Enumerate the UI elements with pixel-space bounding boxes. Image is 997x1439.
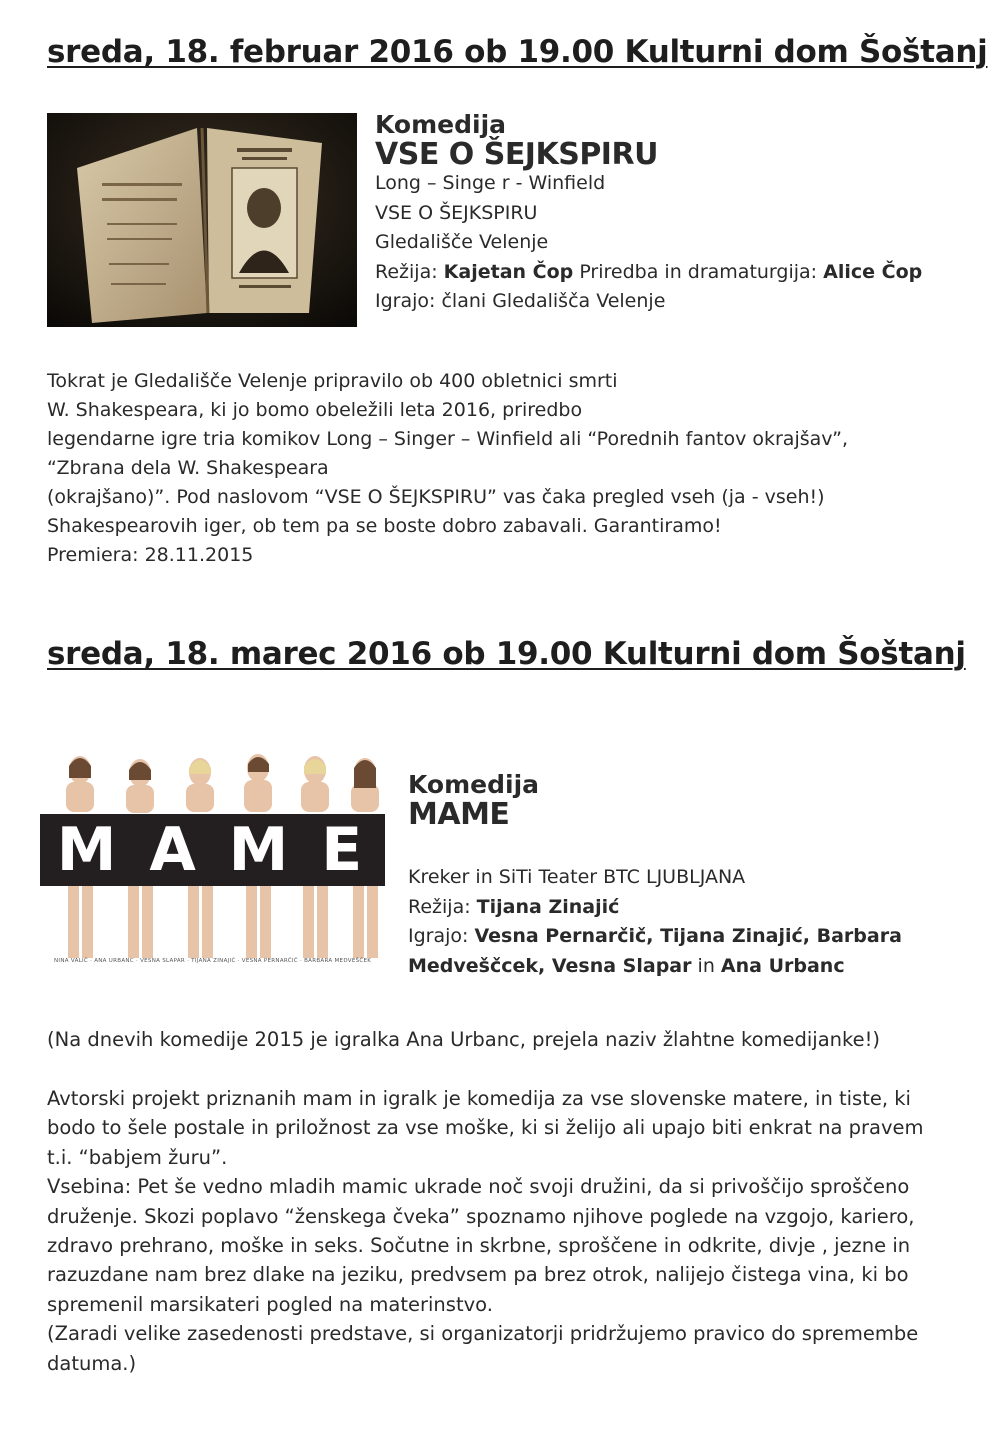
event2-desc-line: t.i. “babjem žuru”.	[47, 1145, 228, 1169]
dramaturg-name: Alice Čop	[823, 260, 923, 283]
event2-title: MAME	[408, 796, 510, 832]
cast-names: Ana Urbanc	[720, 954, 845, 977]
book-photo-image	[47, 113, 357, 327]
event1-desc-line: Shakespearovih iger, ob tem pa se boste dobro zabavali. Garantiramo!	[47, 515, 722, 537]
cast-names: Medveščcek, Vesna Slapar	[408, 954, 692, 977]
event1-heading: sreda, 18. februar 2016 ob 19.00 Kulturni dom Šoštanj	[47, 34, 988, 70]
mame-poster-word: M A M E	[56, 815, 369, 885]
event2-desc-line: Vsebina: Pet še vedno mladih mamic ukrade noč svoji družini, da si privoščijo sproščeno	[47, 1175, 910, 1199]
event1-title: VSE O ŠEJKSPIRU	[375, 136, 658, 172]
event2-direction	[408, 893, 902, 923]
event1-desc-line: Premiera: 28.11.2015	[47, 544, 254, 566]
adaptation-label: Priredba in dramaturgija:	[579, 260, 818, 283]
event2-desc-line: (Zaradi velike zasedenosti predstave, si organizatorji pridržujemo pravico do spremembe	[47, 1322, 919, 1346]
event1-desc-line: “Zbrana dela W. Shakespeara	[47, 457, 329, 479]
event2-desc-line: bodo to šele postale in priložnost za vse moške, ki si želijo ali upajo biti enkrat na pravem	[47, 1116, 924, 1140]
cast-label: Igrajo:	[408, 925, 469, 947]
cast-conjunction: in	[697, 954, 715, 977]
event2-desc-line: zdravo prehrano, moške in seks. Sočutne in skrbne, sproščene in odkrite, divje , jezne in	[47, 1234, 911, 1258]
cast-names: člani Gledališča Velenje	[441, 290, 666, 312]
director-name: Kajetan Čop	[443, 260, 574, 283]
direction-label: Režija:	[408, 895, 471, 918]
event2-cast-line1	[408, 922, 902, 952]
event1-company: Gledališče Velenje	[375, 231, 549, 253]
event1-description	[47, 367, 848, 570]
event2-company: Kreker in SiTi Teater BTC LJUBLJANA	[408, 866, 746, 888]
event2-desc-line: Avtorski projekt priznanih mam in igralk je komedija za vse slovenske matere, in tiste, ki	[47, 1087, 911, 1110]
direction-label: Režija:	[375, 260, 438, 283]
event2-description	[47, 1084, 923, 1378]
event1-authors: Long – Singe r - Winfield	[375, 172, 606, 194]
cast-names: Vesna Pernarčič, Tijana Zinajić, Barbara	[474, 925, 902, 947]
director-name: Tijana Zinajić	[476, 895, 620, 918]
event1-genre: Komedija	[375, 110, 507, 139]
event2-desc-line: datuma.)	[47, 1351, 137, 1375]
svg-text:NINA VALIČ · ANA URBANC · VESN: NINA VALIČ · ANA URBANC · VESNA SLAPAR · TIJANA ZINAJIĆ · VESNA PERNARČIČ · BARBARA MEDVEŠČEK	[54, 958, 372, 964]
mame-poster	[40, 748, 385, 982]
event2-desc-line: razuzdane nam brez dlake na jeziku, predvsem pa brez otrok, nalijejo čistega vina, ki bo	[47, 1263, 909, 1287]
event2-desc-line: spremenil marsikateri pogled na materinstvo.	[47, 1292, 493, 1316]
event1-desc-line: Tokrat je Gledališče Velenje pripravilo ob 400 obletnici smrti	[47, 370, 618, 392]
event1-cast	[375, 287, 922, 317]
event2-cast-line2	[408, 952, 902, 982]
event1-credits	[375, 258, 922, 288]
event1-desc-line: W. Shakespeara, ki jo bomo obeležili leta 2016, priredbo	[47, 399, 583, 421]
event1-title-repeat: VSE O ŠEJKSPIRU	[375, 201, 538, 224]
event2-desc-line: druženje. Skozi poplavo “ženskega čveka” spoznamo njihove poglede na vzgojo, kariero,	[47, 1204, 915, 1228]
event2-note: (Na dnevih komedije 2015 je igralka Ana Urbanc, prejela naziv žlahtne komedijanke!)	[47, 1028, 881, 1051]
cast-label: Igrajo:	[375, 290, 436, 312]
event2-heading: sreda, 18. marec 2016 ob 19.00 Kulturni dom Šoštanj	[47, 636, 966, 672]
event2-genre: Komedija	[408, 770, 540, 799]
event1-desc-line: (okrajšano)”. Pod naslovom “VSE O ŠEJKSPIRU” vas čaka pregled vseh (ja - vseh!)	[47, 486, 825, 508]
book-photo	[47, 113, 357, 327]
event1-desc-line: legendarne igre tria komikov Long – Singer – Winfield ali “Porednih fantov okrajšav”,	[47, 428, 849, 450]
